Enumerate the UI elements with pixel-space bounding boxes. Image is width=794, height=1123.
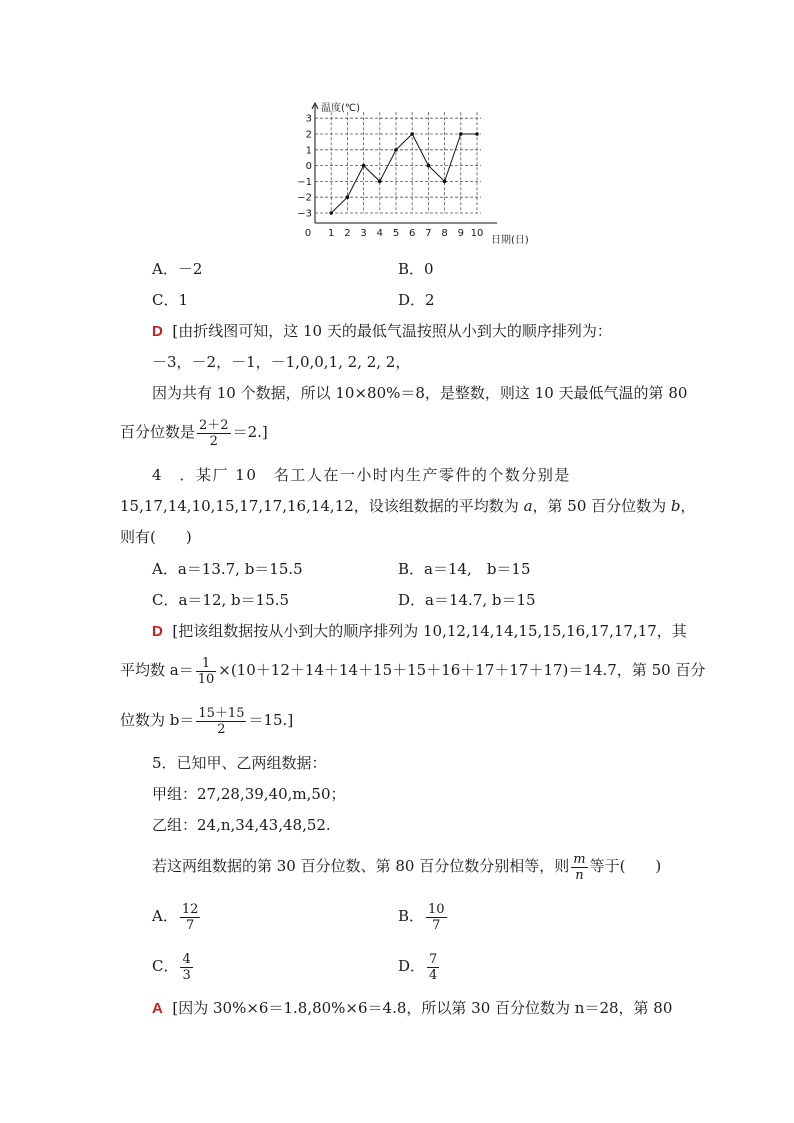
data-point	[475, 132, 479, 136]
q4-exp2-post: ×(10＋12＋14＋14＋15＋15＋16＋17＋17＋17)＝14.7，第 50 百分	[218, 661, 706, 679]
q4-explanation-line1	[152, 621, 687, 642]
q5-opt-d-den: 4	[429, 967, 438, 983]
q5-opt-b-label: B．	[398, 907, 425, 925]
temperature-series-line	[331, 134, 477, 213]
q4-frac2-den: 2	[217, 721, 226, 737]
q3-explanation-line3: 因为共有 10 个数据，所以 10×80%＝8，是整数，则这 10 天最低气温的第 80	[152, 384, 688, 402]
y-tick-label: 1	[305, 145, 312, 157]
q4-stem-line2	[120, 496, 696, 516]
x-tick-label: 7	[425, 228, 432, 239]
x-tick-label: 1	[328, 228, 335, 239]
q4-stem-line1: 4 ．某厂 10 名工人在一小时内生产零件的个数分别是	[152, 466, 571, 484]
x-tick-label: 4	[376, 228, 383, 239]
q3-fraction	[197, 418, 231, 449]
data-point	[443, 180, 447, 184]
q4-frac1-num: 1	[196, 656, 217, 672]
q3-frac-den: 2	[209, 433, 218, 449]
q5-opt-a-den: 7	[185, 917, 195, 933]
chart-grid	[315, 112, 481, 213]
q5-opt-b-num: 10	[428, 901, 445, 917]
x-tick-label: 3	[360, 228, 367, 239]
q5-opt-a-label: A．	[152, 907, 178, 925]
q5-stem2-pre: 若这两组数据的第 30 百分位数、第 80 百分位数分别相等，则	[152, 857, 570, 875]
q5-opt-d-num: 7	[429, 951, 438, 967]
data-point	[427, 164, 431, 168]
y-axis-label: 温度(℃)	[321, 103, 361, 114]
q4-exp3-post: ＝15.]	[248, 711, 294, 729]
q4-exp2-pre: 平均数 a＝	[120, 661, 194, 679]
q4-frac1-den: 10	[197, 671, 215, 687]
q3-option-c: C．1	[152, 291, 189, 309]
q4-exp3-pre: 位数为 b＝	[120, 711, 195, 729]
x-tick-label: 9	[457, 228, 464, 239]
data-point	[346, 195, 350, 199]
q4-explanation-line2	[120, 652, 705, 688]
q3-exp4-pre: 百分位数是	[120, 423, 196, 441]
q4-option-d: D．a＝14.7, b＝15	[398, 591, 536, 609]
q4-exp1-text: [把该组数据按从小到大的顺序排列为 10,12,14,14,15,15,16,17,17,17，其	[172, 622, 687, 640]
q5-opt-c-den: 3	[182, 967, 191, 983]
temperature-line-chart	[295, 95, 535, 250]
q4-stem2-a: 15,17,14,10,15,17,17,16,14,12，设该组数据的平均数为	[120, 497, 524, 515]
y-tick-label: 0	[305, 161, 312, 173]
q5-frac-den: n	[575, 867, 584, 883]
q3-answer: D	[152, 323, 163, 340]
q5-fraction	[571, 852, 587, 883]
chart-ticks	[297, 114, 483, 239]
q4-var-a: a	[523, 497, 533, 515]
q3-exp4-post: ＝2.]	[232, 423, 268, 441]
q5-opt-a-num: 12	[181, 901, 199, 917]
x-tick-label: 6	[409, 228, 416, 239]
q5-option-d	[398, 948, 441, 984]
q5-opt-b-den: 7	[432, 917, 441, 933]
q5-option-c	[152, 948, 195, 984]
data-point	[378, 180, 382, 184]
q4-stem2-c: ，	[680, 497, 696, 515]
q5-stem-line2	[152, 848, 661, 884]
q5-opt-b-frac	[426, 902, 447, 933]
q4-frac2-num: 15＋15	[198, 705, 245, 721]
q3-explanation-line1	[152, 321, 612, 342]
q4-option-a: A．a＝13.7, b＝15.5	[152, 560, 303, 578]
q4-option-b: B．a＝14, b＝15	[398, 560, 531, 578]
data-point	[329, 211, 333, 215]
y-tick-label: 2	[305, 129, 312, 141]
y-tick-label: 3	[305, 113, 312, 125]
q5-opt-c-frac	[180, 952, 192, 983]
q4-fraction-2	[196, 706, 246, 737]
q5-frac-num: m	[573, 851, 586, 867]
q5-opt-c-num: 4	[182, 951, 191, 967]
q4-fraction-1	[196, 656, 217, 687]
q5-group-1: 甲组：27,28,39,40,m,50；	[152, 785, 346, 803]
q5-stem-line1: 5．已知甲、乙两组数据：	[152, 754, 327, 772]
q5-opt-c-label: C．	[152, 957, 179, 975]
y-tick-label: −3	[297, 208, 312, 220]
data-point	[362, 164, 366, 168]
y-tick-label: −2	[297, 192, 312, 204]
q3-explanation-line4	[120, 414, 268, 450]
x-tick-label: 5	[392, 228, 400, 239]
x-tick-label: 2	[344, 228, 351, 239]
q4-option-c: C．a＝12, b＝15.5	[152, 591, 290, 609]
q5-opt-a-frac	[180, 902, 201, 933]
q3-exp1-text: [由折线图可知，这 10 天的最低气温按照从小到大的顺序排列为：	[172, 322, 612, 340]
x-tick-label: 8	[441, 228, 448, 239]
q3-option-b: B．0	[398, 260, 434, 278]
q5-explanation-line1	[152, 998, 672, 1019]
q3-frac-num: 2＋2	[199, 417, 229, 433]
q4-explanation-line3	[120, 702, 293, 738]
q3-option-d: D．2	[398, 291, 435, 309]
q5-exp1-text: [因为 30%×6＝1.8,80%×6＝4.8，所以第 30 百分位数为 n＝28，第 80	[172, 999, 673, 1017]
q5-answer: A	[152, 1000, 163, 1017]
y-tick-label: −1	[297, 176, 312, 188]
q5-stem2-post: 等于( )	[589, 857, 662, 875]
q5-opt-d-frac	[427, 952, 439, 983]
q5-option-a	[152, 898, 202, 934]
x-tick-label: 0	[304, 228, 312, 239]
chart-series	[329, 132, 478, 215]
data-point	[459, 132, 463, 136]
q5-option-b	[398, 898, 449, 934]
q3-explanation-line2: －3，－2，－1，－1,0,0,1, 2, 2, 2，	[152, 353, 411, 371]
x-tick-label: 10	[470, 228, 484, 239]
q4-answer: D	[152, 623, 163, 640]
q4-stem2-b: ，第 50 百分位数为	[532, 497, 671, 515]
q4-var-b: b	[670, 497, 681, 515]
data-point	[410, 132, 414, 136]
data-point	[394, 148, 398, 152]
q5-opt-d-label: D．	[398, 957, 426, 975]
x-axis-label: 日期(日)	[491, 235, 529, 246]
q3-option-a: A．－2	[152, 260, 203, 278]
q4-stem-line3: 则有( )	[120, 528, 192, 546]
q5-group-2: 乙组：24,n,34,43,48,52.	[152, 816, 331, 834]
